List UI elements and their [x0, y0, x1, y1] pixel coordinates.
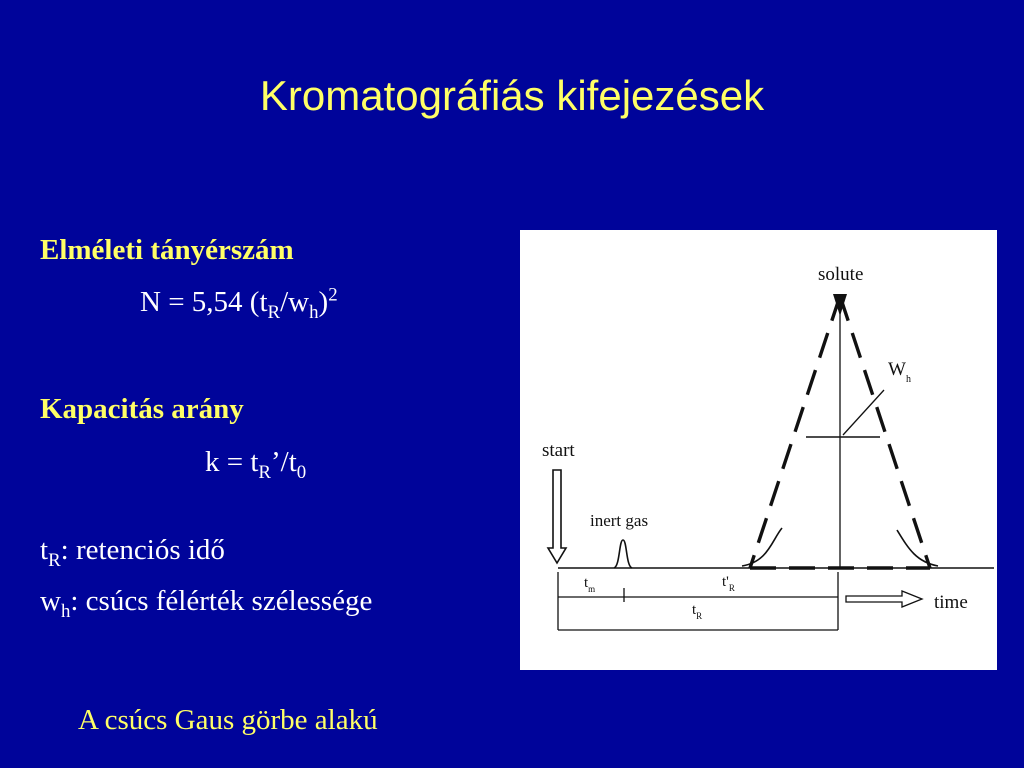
slide-title: Kromatográfiás kifejezések	[259, 72, 765, 119]
plate-formula-prefix: N = 5,54 (t	[140, 286, 268, 318]
plate-formula-sup: 2	[328, 284, 338, 306]
definition-retention-time	[40, 533, 225, 571]
tr-prime-letter: t'	[722, 574, 729, 590]
inert-gas-label: inert gas	[590, 511, 649, 530]
start-label: start	[542, 440, 575, 461]
tm-label	[584, 575, 595, 594]
definition-peak-width	[40, 584, 373, 622]
start-arrow	[548, 470, 566, 563]
definition-sub: h	[60, 600, 71, 622]
definition-text: : csúcs félérték szélessége	[70, 585, 373, 617]
wh-letter: W	[888, 359, 906, 380]
capacity-formula-sub-r: R	[258, 461, 271, 483]
plate-formula-sub-h: h	[309, 301, 319, 323]
wh-sub: h	[905, 374, 911, 385]
tr-prime-label	[722, 574, 735, 593]
definition-sub: R	[48, 549, 61, 571]
triangle-right-side	[840, 296, 930, 568]
solute-label: solute	[818, 264, 864, 285]
inert-gas-peak	[614, 540, 632, 568]
triangle-left-side	[750, 296, 840, 568]
wh-label	[888, 359, 911, 385]
tr-sub: R	[696, 611, 703, 621]
plate-heading: Elméleti tányérszám	[40, 234, 294, 266]
plate-formula-mid: /w	[280, 286, 310, 318]
tr-prime-sub: R	[728, 583, 735, 593]
chromatogram-svg	[520, 230, 997, 670]
capacity-formula-sub-0: 0	[296, 461, 307, 483]
chromatogram-figure	[520, 230, 997, 670]
capacity-formula-prefix: k = t	[205, 446, 259, 478]
tm-sub: m	[588, 584, 596, 594]
tm-letter: t	[584, 575, 589, 591]
capacity-formula-mid: ’/t	[271, 446, 297, 478]
definition-symbol: w	[40, 585, 61, 617]
tr-letter: t	[692, 602, 697, 618]
tr-label	[692, 602, 702, 621]
plate-formula-close: )	[318, 286, 329, 318]
time-arrow	[846, 591, 922, 607]
footer-note: A csúcs Gaus görbe alakú	[78, 704, 378, 736]
time-label: time	[934, 592, 968, 613]
plate-formula	[140, 284, 338, 323]
capacity-formula	[205, 445, 307, 483]
capacity-heading: Kapacitás arány	[40, 393, 244, 425]
definition-text: : retenciós idő	[60, 534, 225, 566]
plate-formula-sub-r: R	[267, 301, 281, 323]
definition-symbol: t	[40, 534, 49, 566]
